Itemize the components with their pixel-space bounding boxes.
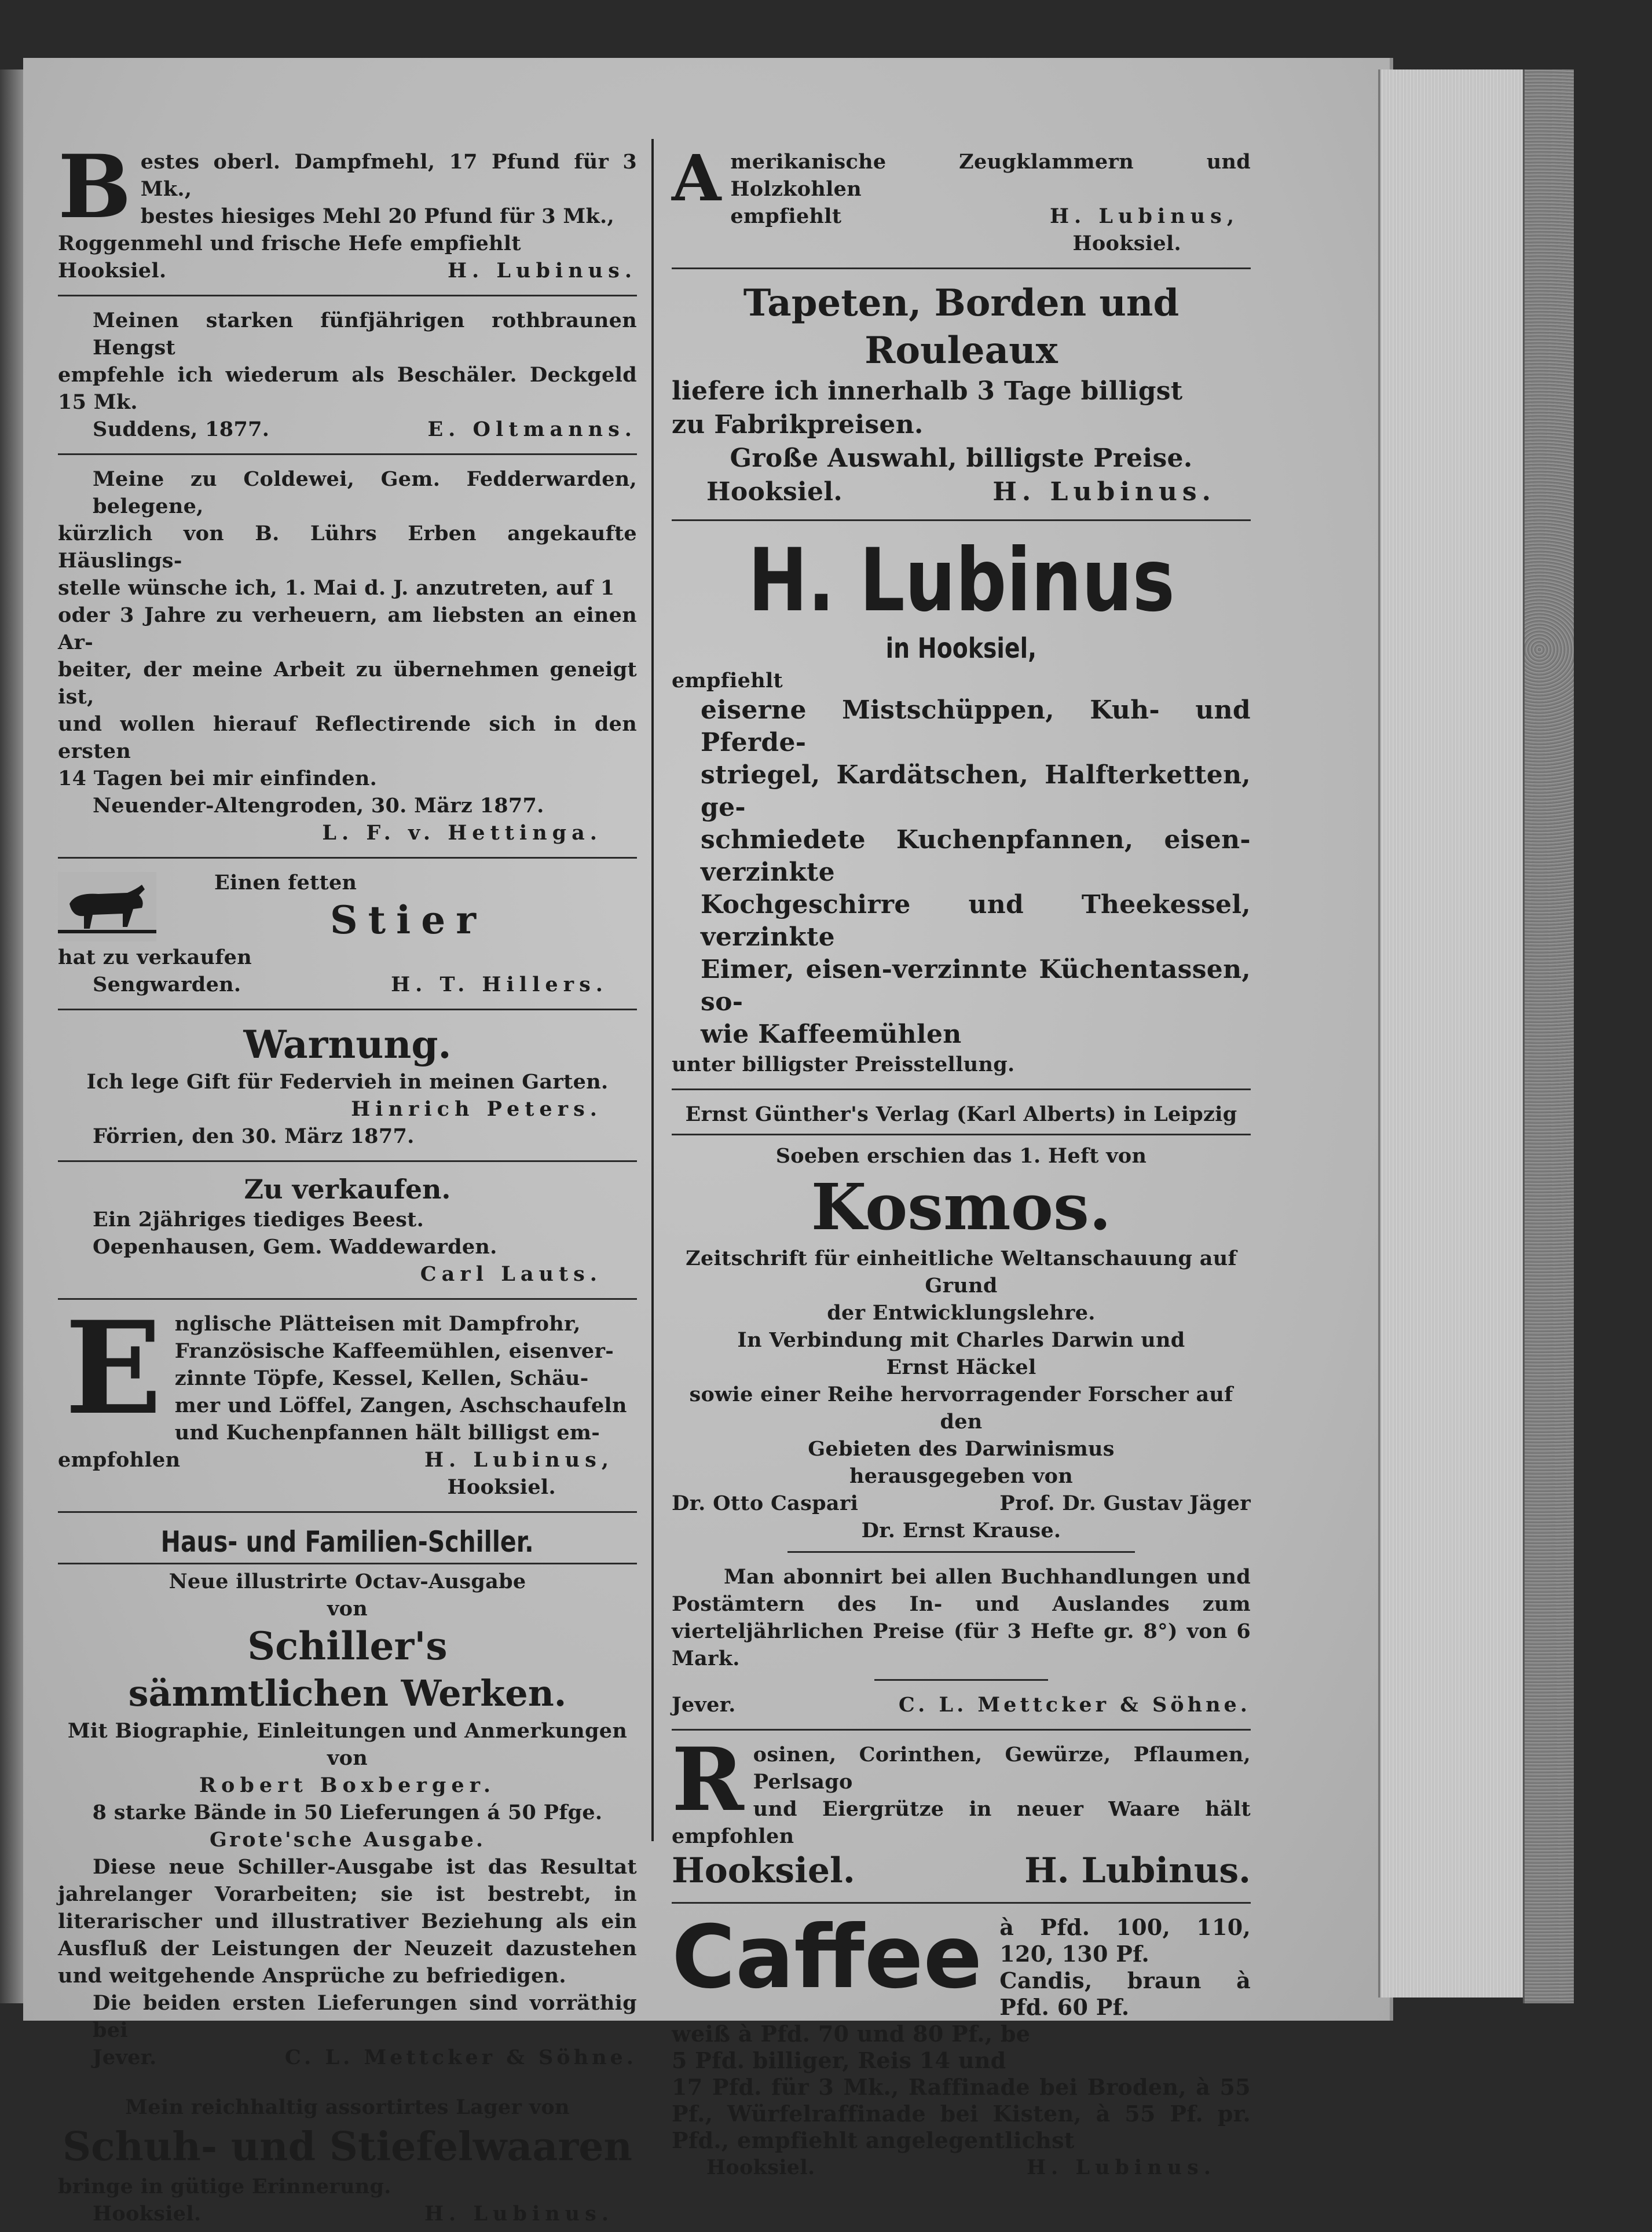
ad-headline: Schuh- und Stiefelwaaren [63,2124,632,2170]
ad-headline: Zu verkaufen. [244,1174,451,1205]
separator [58,2081,637,2083]
ad-line: 14 Tagen bei mir einfinden. [58,767,378,790]
ad-line: Roggenmehl und frische Hefe empfiehlt [58,232,521,255]
separator [58,295,637,296]
dropcap: E [65,1293,162,1443]
right-column [672,141,1251,2186]
separator [58,1009,637,1010]
dropcap: B [58,136,131,238]
ad-subline: von [327,1746,368,1770]
ad-line: empfehle ich wiederum als Beschäler. Deckgeld 15 Mk. [58,363,637,414]
ad-line: mer und Löffel, Zangen, Aschschaufeln [174,1394,627,1417]
ad-line: Ein 2jähriges tiediges Beest. [93,1208,424,1232]
ad-for-sale [58,1169,637,1292]
ad-line: Gebieten des Darwinismus [808,1437,1115,1461]
ad-signer: H. Lubinus. [424,2202,614,2226]
ad-subline: Grote'sche Ausgabe. [209,1828,486,1852]
ad-body: Die beiden ersten Lieferungen sind vorräthig bei [93,1991,637,2042]
left-column [58,136,637,2232]
ad-line: stelle wünsche ich, 1. Mai d. J. anzutreten, auf 1 [58,576,615,600]
ad-irons [58,1293,637,1505]
ad-subline: Mit Biographie, Einleitungen und Anmerkungen [67,1719,628,1743]
ad-dateline: Förrien, den 30. März 1877. [93,1124,415,1148]
ad-headline: Tapeten, Borden und [743,281,1180,325]
ad-headline: Stier [330,897,486,943]
ad-line: unter billigster Preisstellung. [672,1053,1015,1076]
ad-lubinus [672,528,1251,1083]
ad-line: Französische Kaffeemühlen, eisenver- [174,1339,614,1363]
ad-line: eiserne Mistschüppen, Kuh- und Pferde- [701,695,1251,757]
ad-signer: H. Lubinus, [424,1448,614,1472]
ad-signer: H. T. Hillers. [391,973,608,996]
ad-line: merikanische Zeugklammern und Holzkohlen [730,150,1251,201]
ad-flour [58,136,637,289]
ad-body: Diese neue Schiller-Ausgabe ist das Resultat jahrelanger Vorarbeiten; sie ist bestrebt, in literarischer und illustrativer Beziehung als ein Ausfluß der Leistungen der Neuzeit dazustehen und weitgehende Ansprüche zu befriedigen. [58,1855,637,1988]
ad-signer: Carl Lauts. [420,1262,602,1286]
ad-signer: C. L. Mettcker & Söhne. [898,1693,1251,1717]
ad-signer: C. L. Mettcker & Söhne. [284,2046,637,2069]
ad-line: Einen fetten [214,871,357,895]
ad-signer: H. Lubinus. [1024,1850,1251,1891]
ad-line: weiß à Pfd. 70 und 80 Pf., be [672,2021,1031,2047]
ad-stallion [58,303,637,448]
ad-kosmos [672,1097,1251,1723]
ad-body: 17 Pfd. für 3 Mk., Raffinade bei Broden, à 55 Pf., Würfelraffinade bei Kisten, à 55 Pf. pr. Pfd., empfiehlt angelegentlichst [672,2074,1251,2153]
ad-line: Mein reichhaltig assortirtes Lager von [125,2095,570,2119]
ad-headline: Warnung. [243,1022,452,1067]
ad-publisher: Ernst Günther's Verlag (Karl Alberts) in Leipzig [685,1102,1237,1126]
separator [58,453,637,455]
ad-raisins [672,1729,1251,1896]
ad-property [58,462,637,851]
ad-subline: von [327,1597,368,1621]
ad-bull [58,866,637,1003]
separator [58,1563,637,1564]
ad-line: Soeben erschien das 1. Heft von [775,1144,1147,1168]
ad-line: à Pfd. 100, 110, 120, 130 Pf. [999,1914,1251,1967]
ad-place: Jever. [93,2046,157,2069]
ad-line: empfiehlt [730,204,842,228]
ad-line: Ernst Häckel [886,1355,1036,1379]
ad-line: und Kuchenpfannen hält billigst em- [174,1421,600,1445]
ad-place: Sengwarden. [93,973,241,996]
ad-line: osinen, Corinthen, Gewürze, Pflaumen, Perlsago [753,1743,1251,1794]
separator [672,1729,1251,1731]
ad-line: und Eiergrütze in neuer Waare hält empfohlen [672,1797,1251,1848]
ad-headline: Haus- und Familien-Schiller. [161,1525,534,1559]
ad-warning [58,1017,637,1155]
ad-line: kürzlich von B. Lührs Erben angekaufte Häuslings- [58,522,637,573]
ad-line: wie Kaffeemühlen [701,1020,962,1049]
ad-line: oder 3 Jahre zu verheuern, am liebsten an einen Ar- [58,603,637,654]
separator [672,267,1251,269]
ad-place: Hooksiel. [447,1475,556,1499]
ad-place: Hooksiel. [58,259,167,283]
separator [58,1160,637,1162]
ad-headline: Caffee [672,1907,983,2008]
ad-editor: Dr. Ernst Krause. [861,1519,1061,1542]
ad-line: Oepenhausen, Gem. Waddewarden. [93,1235,497,1259]
ad-schiller [58,1520,637,2076]
ad-title: sämmtlichen Werken. [128,1672,567,1714]
ad-place: Jever. [672,1693,736,1717]
ad-line: striegel, Kardätschen, Halfterketten, ge- [701,760,1251,822]
ad-wallpaper [672,276,1251,514]
ad-signer: H. Lubinus. [992,477,1216,507]
separator [672,1088,1251,1090]
ad-line: zu Fabrikpreisen. [672,410,924,439]
ad-clothespins [672,141,1251,262]
ad-author: Robert Boxberger. [199,1773,496,1797]
ad-line: herausgegeben von [849,1464,1074,1488]
ad-place: Hooksiel. [706,2156,815,2179]
ad-line: Große Auswahl, billigste Preise. [730,444,1193,473]
ad-line: zinnte Töpfe, Kessel, Kellen, Schäu- [174,1366,589,1390]
separator [874,1679,1048,1681]
ad-line: sowie einer Reihe hervorragender Forscher auf den [689,1383,1233,1434]
ad-subline: in Hooksiel, [885,632,1037,665]
ad-editor: Prof. Dr. Gustav Jäger [999,1491,1251,1515]
ad-line: hat zu verkaufen [58,945,252,969]
separator [672,1134,1251,1135]
ad-place: Hooksiel. [1072,232,1181,255]
ad-coffee [672,1907,1251,2186]
ad-line: nglische Plätteisen mit Dampfrohr, [174,1312,581,1336]
dropcap: A [672,141,721,215]
ad-place: Suddens, 1877. [93,417,270,441]
ad-place: Hooksiel. [93,2202,202,2226]
ad-line: Meinen starken fünfjährigen rothbraunen Hengst [93,309,637,360]
ad-line: Eimer, eisen-verzinnte Küchentassen, so- [701,955,1251,1017]
ad-signer: E. Oltmanns. [427,417,637,441]
ad-line: der Entwicklungslehre. [827,1301,1096,1325]
column-rule [651,139,654,1841]
ad-line: bestes hiesiges Mehl 20 Pfund für 3 Mk., [140,204,614,228]
ad-signer: H. Lubinus, [1049,204,1239,228]
separator [672,1902,1251,1904]
ad-line: Zeitschrift für einheitliche Weltanschauung auf Grund [686,1247,1237,1298]
dropcap: R [672,1729,744,1831]
ad-line: Candis, braun à Pfd. 60 Pf. [999,1967,1251,2020]
ad-signer: H. Lubinus. [447,259,637,283]
ad-signer: H. Lubinus. [1026,2156,1216,2179]
separator [58,857,637,859]
ad-line: In Verbindung mit Charles Darwin und [737,1328,1185,1352]
ad-place: Hooksiel. [706,477,843,507]
separator [58,1511,637,1513]
ad-line: schmiedete Kuchenpfannen, eisen-verzinkte [701,825,1251,887]
ad-line: empfiehlt [672,669,783,692]
ad-body: Man abonnirt bei allen Buchhandlungen und Postämtern des In- und Auslandes zum vierteljährlichen Preise (für 3 Hefte gr. 8°) von 6 Mark. [672,1565,1251,1670]
ad-shoes [58,2090,637,2232]
ad-subline: Neue illustrirte Octav-Ausgabe [169,1570,526,1593]
ad-editor: Dr. Otto Caspari [672,1491,859,1515]
ad-line: liefere ich innerhalb 3 Tage billigst [672,376,1183,406]
ad-line: 5 Pfd. billiger, Reis 14 und [672,2047,1006,2073]
ad-subline: 8 starke Bände in 50 Lieferungen á 50 Pfge. [92,1801,603,1824]
separator [672,519,1251,521]
ad-signer: Hinrich Peters. [351,1097,602,1121]
book-cover [1523,69,1574,2003]
ad-signer: L. F. v. Hettinga. [322,821,602,845]
ad-line: Ich lege Gift für Federvieh in meinen Garten. [86,1070,609,1094]
ad-line: empfohlen [58,1448,181,1472]
ad-line: estes oberl. Dampfmehl, 17 Pfund für 3 Mk., [140,150,637,201]
ad-headline: Rouleaux [865,329,1058,372]
ad-headline: Kosmos. [811,1170,1112,1244]
separator [787,1551,1135,1553]
ad-line: Kochgeschirre und Theekessel, verzinkte [701,890,1251,952]
ad-line: und wollen hierauf Reflectirende sich in den ersten [58,712,637,763]
ad-title: Schiller's [247,1623,448,1669]
ad-headline: H. Lubinus [748,530,1175,631]
ad-line: Meine zu Coldewei, Gem. Fedderwarden, belegene, [93,467,637,518]
page-edges [1378,69,1537,1998]
ad-line: bringe in gütige Erinnerung. [58,2175,391,2198]
ad-dateline: Neuender-Altengroden, 30. März 1877. [93,794,544,818]
ad-place: Hooksiel. [672,1850,855,1891]
ad-line: beiter, der meine Arbeit zu übernehmen geneigt ist, [58,658,637,709]
bull-icon [58,872,156,941]
